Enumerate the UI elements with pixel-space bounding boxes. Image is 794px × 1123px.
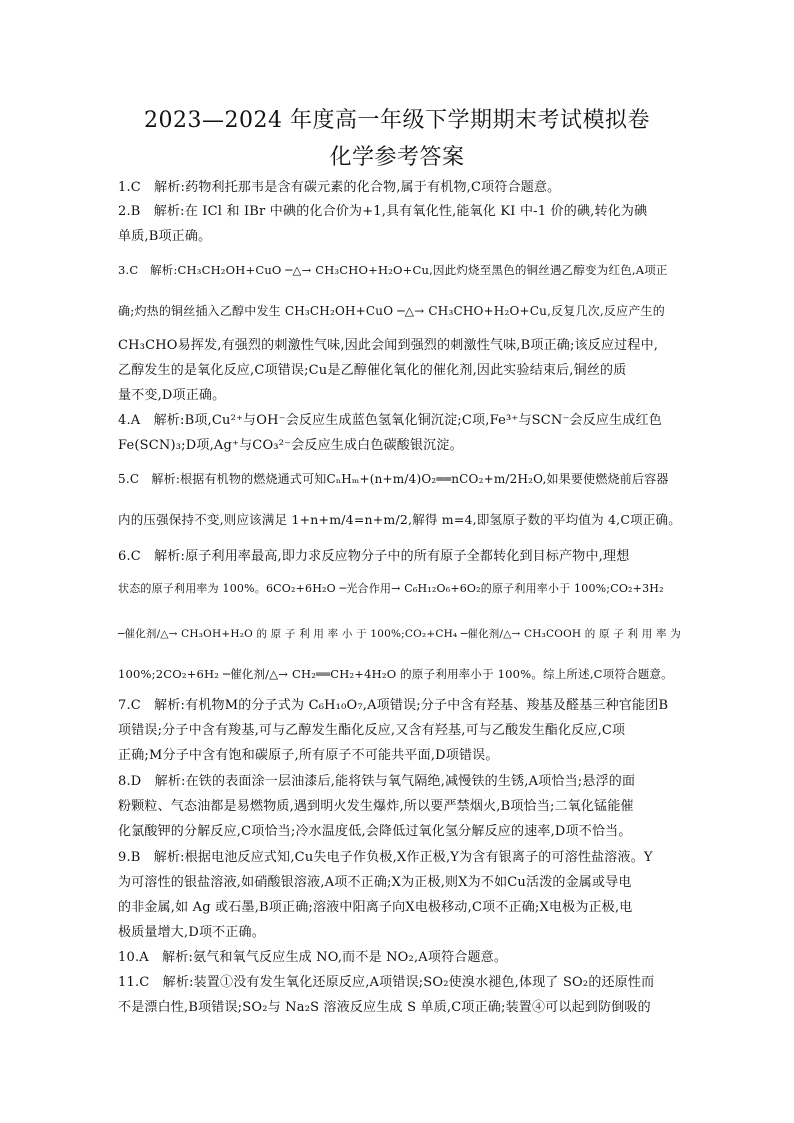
page-title: 2023—2024 年度高一年级下学期期末考试模拟卷 (144, 108, 650, 133)
answer-line: 极质量增大,D项不正确。 (118, 925, 265, 940)
answer-line: ─催化剂/△→ CH₃OH+H₂O 的 原 子 利 用 率 小 于 100%;CO₂+CH₄ ─催化剂/△→ CH₃COOH 的 原 子 利 用 率 为 (118, 628, 681, 640)
answer-line: 量不变,D项正确。 (118, 388, 226, 403)
answer-line: 不是漂白性,B项错误;SO₂与 Na₂S 溶液反应生成 S 单质,C项正确;装置④可以起到防倒吸的 (118, 1000, 651, 1015)
answer-line: 的非金属,如 Ag 或石墨,B项正确;溶液中阳离子向X电极移动,C项不正确;X电极为正极,电 (118, 900, 633, 915)
answer-line: 单质,B项正确。 (118, 229, 212, 244)
answer-line: 化氯酸钾的分解反应,C项恰当;冷水温度低,会降低过氧化氢分解反应的速率,D项不恰当。 (118, 824, 632, 839)
answer-line: 内的压强保持不变,则应该满足 1+n+m/4=n+m/2,解得 m=4,即氢原子数的平均值为 4,C项正确。 (118, 512, 681, 527)
page-subtitle: 化学参考答案 (329, 145, 465, 170)
answer-line: 乙醇发生的是氧化反应,C项错误;Cu是乙醇催化氧化的催化剂,因此实验结束后,铜丝的质 (118, 363, 627, 378)
answer-line: CH₃CHO易挥发,有强烈的刺激性气味,因此会闻到强烈的刺激性气味,B项正确;该反应过程中, (118, 338, 659, 353)
answer-line: 100%;2CO₂+6H₂ ─催化剂/△→ CH₂══CH₂+4H₂O 的原子利用率小于 100%。综上所述,C项符合题意。 (118, 667, 673, 681)
answer-line: 3.C 解析:CH₃CH₂OH+CuO ─△→ CH₃CHO+H₂O+Cu,因此灼烧至黑色的铜丝遇乙醇变为红色,A项正 (118, 263, 668, 277)
answer-line: 4.A 解析:B项,Cu²⁺与OH⁻会反应生成蓝色氢氧化铜沉淀;C项,Fe³⁺与SCN⁻会反应生成红色 (118, 413, 662, 428)
answer-line: 11.C 解析:装置①没有发生氧化还原反应,A项错误;SO₂使溴水褪色,体现了 SO₂的还原性而 (118, 975, 655, 990)
answer-line: 确;灼热的铜丝插入乙醇中发生 CH₃CH₂OH+CuO ─△→ CH₃CHO+H₂O+Cu,反复几次,反应产生的 (118, 304, 665, 318)
answer-line: 2.B 解析:在 ICl 和 IBr 中碘的化合价为+1,具有氧化性,能氧化 KI 中-1 价的碘,转化为碘 (118, 204, 648, 219)
answer-line: 为可溶性的银盐溶液,如硝酸银溶液,A项不正确;X为正极,则X为不如Cu活泼的金属或导电 (118, 875, 632, 890)
answer-line: 6.C 解析:原子利用率最高,即力求反应物分子中的所有原子全都转化到目标产物中,理想 (118, 549, 630, 564)
answer-line: 正确;M分子中含有饱和碳原子,所有原子不可能共平面,D项错误。 (118, 748, 499, 763)
answer-line: 项错误;分子中含有羧基,可与乙醇发生酯化反应,又含有羟基,可与乙酸发生酯化反应,C项 (118, 723, 626, 738)
answer-line: 1.C 解析:药物利托那韦是含有碳元素的化合物,属于有机物,C项符合题意。 (118, 180, 561, 195)
answer-line: 状态的原子利用率为 100%。6CO₂+6H₂O ─光合作用→ C₆H₁₂O₆+6O₂的原子利用率小于 100%;CO₂+3H₂ (118, 582, 664, 595)
answer-line: 10.A 解析:氨气和氧气反应生成 NO,而不是 NO₂,A项符合题意。 (118, 950, 508, 965)
answer-line: 粉颗粒、气态油都是易燃物质,遇到明火发生爆炸,所以要严禁烟火,B项恰当;二氧化锰能催 (118, 799, 634, 814)
answer-line: Fe(SCN)₃;D项,Ag⁺与CO₃²⁻会反应生成白色碳酸银沉淀。 (118, 438, 463, 453)
answer-line: 7.C 解析:有机物M的分子式为 C₆H₁₀O₇,A项错误;分子中含有羟基、羧基及醛基三种官能团B (118, 698, 669, 713)
answer-line: 8.D 解析:在铁的表面涂一层油漆后,能将铁与氧气隔绝,减慢铁的生锈,A项恰当;悬浮的面 (118, 774, 636, 789)
answer-line: 5.C 解析:根据有机物的燃烧通式可知CₙHₘ+(n+m/4)O₂══nCO₂+m/2H₂O,如果要使燃烧前后容器 (118, 472, 669, 486)
answer-line: 9.B 解析:根据电池反应式知,Cu失电子作负极,X作正极,Y为含有银离子的可溶性盐溶液。Y (118, 850, 653, 865)
